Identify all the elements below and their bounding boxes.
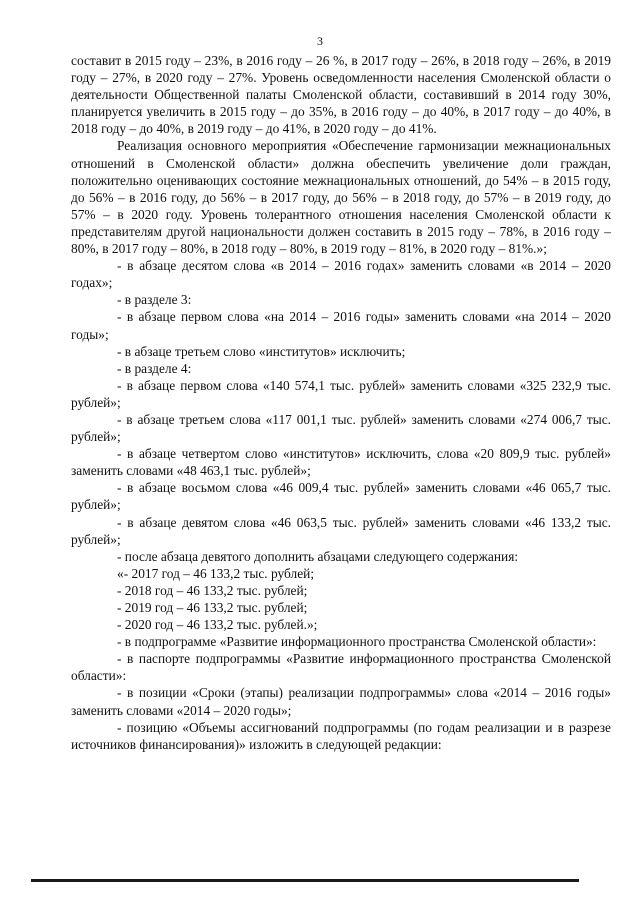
paragraph-item: - в подпрограмме «Развитие информационного пространства Смоленской области»: xyxy=(117,634,597,650)
paragraph-item: - в позиции «Сроки (этапы) реализации подпрограммы» слова «2014 – 2016 годы» заменить словами «2014 – 2020 годы»; xyxy=(71,685,611,718)
paragraph-item: - в абзаце третьем слово «институтов» исключить; xyxy=(117,343,406,359)
paragraph-item: - в разделе 3: xyxy=(117,292,192,308)
document-body xyxy=(71,52,611,753)
paragraph-item: - в абзаце первом слова «на 2014 – 2016 годы» заменить словами «на 2014 – 2020 годы»; xyxy=(71,309,611,342)
paragraph-item: - в паспорте подпрограммы «Развитие информационного пространства Смоленской области»: xyxy=(71,651,611,684)
paragraph-item: - в абзаце первом слова «140 574,1 тыс. рублей» заменить словами «325 232,9 тыс. рублей»; xyxy=(71,377,611,410)
paragraph-continuation: составит в 2015 году – 23%, в 2016 году – 26 %, в 2017 году – 26%, в 2018 году – 26%, в 2019 году – 27%, в 2020 году – 27%. Уровень осведомленности населения Смоленской области о деятельности Общественной палаты Смоленской области, составивший в 2014 году 30%, планируется увеличить в 2015 году – до 35%, в 2016 году – до 40%, в 2017 году – до 40%, в 2018 году – до 40%, в 2019 году – до 41%, в 2020 году – до 41%. xyxy=(71,53,611,137)
paragraph-year-amount: - 2019 год – 46 133,2 тыс. рублей; xyxy=(117,600,308,615)
paragraph-year-amount: «- 2017 год – 46 133,2 тыс. рублей; xyxy=(117,565,315,581)
paragraph-item: - после абзаца девятого дополнить абзацами следующего содержания: xyxy=(117,548,519,564)
paragraph-item: - позицию «Объемы ассигнований подпрограммы (по годам реализации и в разрезе источников финансирования)» изложить в следующей редакции: xyxy=(71,719,611,752)
paragraph-item: - в абзаце десятом слова «в 2014 – 2016 годах» заменить словами «в 2014 – 2020 годах»; xyxy=(71,258,611,291)
paragraph-year-amount: - 2020 год – 46 133,2 тыс. рублей.»; xyxy=(117,617,318,633)
paragraph-item: - в абзаце восьмом слова «46 009,4 тыс. рублей» заменить словами «46 065,7 тыс. рублей»; xyxy=(71,480,611,513)
paragraph-harmonization: Реализация основного мероприятия «Обеспечение гармонизации межнациональных отношений в Смоленской области» должна обеспечить увеличение доли граждан, положительно оценивающих состояние межнациональных отношений, до 54% – в 2015 году, до 56% – в 2016 году, до 56% – в 2017 году, до 56% – в 2018 году, до 57% – в 2019 году, до 57% – в 2020 году. Уровень толерантного отношения населения Смоленской области к представителям другой национальности должен составить в 2015 году – 78%, в 2016 году – 80%, в 2017 году – 80%, в 2018 году – 80%, в 2019 году – 81%, в 2020 году – 81%.»; xyxy=(71,138,611,257)
paragraph-item: - в разделе 4: xyxy=(117,360,192,376)
paragraph-year-amount: - 2018 год – 46 133,2 тыс. рублей; xyxy=(117,582,308,598)
paragraph-item: - в абзаце девятом слова «46 063,5 тыс. рублей» заменить словами «46 133,2 тыс. рублей»; xyxy=(71,514,611,547)
paragraph-item: - в абзаце третьем слова «117 001,1 тыс. рублей» заменить словами «274 006,7 тыс. рублей»; xyxy=(71,411,611,445)
paragraph-item: - в абзаце четвертом слово «институтов» исключить, слова «20 809,9 тыс. рублей» заменить словами «48 463,1 тыс. рублей»; xyxy=(71,446,611,479)
page-number: 3 xyxy=(317,34,323,48)
bottom-scan-rule xyxy=(31,879,579,882)
